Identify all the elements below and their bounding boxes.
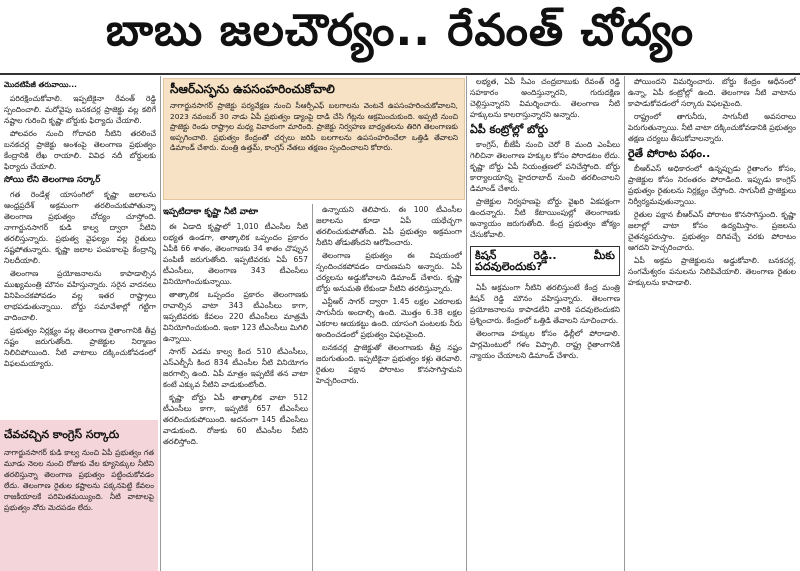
paragraph: తెలంగాణ హక్కుల కోసం ఢిల్లీలో పోరాడాలి. పార్లమెంటులో గళం విప్పాలి. రాష్ట్ర రైతాంగానికి న్యాయం చేయాలని డిమాండ్ చేశారు. bbox=[470, 329, 620, 360]
column-5 bbox=[628, 76, 796, 569]
column-divider bbox=[160, 76, 161, 571]
paragraph: సాగర్ ఎడమ కాల్వ కింద 510 టీఎంసీలు, ఎస్ఎల్బీసీ కింద 834 టీఎంసీల నీటి వినియోగం జరగాల్సి ఉంది. ఏపీ మాత్రం ఇప్పటికే తన వాటా కంటే ఎక్కువ నీటిని వాడుకుంటోంది. bbox=[163, 347, 308, 389]
paragraph: ఏపీ అక్రమంగా నీటిని తరలిస్తుంటే కేంద్ర మంత్రి కిషన్ రెడ్డి మౌనం వహిస్తున్నారు. తెలంగాణ ప్రయోజనాలను కాపాడలేని వారికి పదవులెందుకని ప్రశ్నించారు. కేంద్రంలో ఒత్తిడి తేవాలని సూచించారు. bbox=[470, 283, 620, 325]
column-divider bbox=[312, 204, 313, 571]
section-heading: ఏపీ కంట్రోల్లో బోర్డు bbox=[470, 123, 549, 136]
boxed-section-heading: కిషన్ రెడ్డి.. మీకు పదవులెందుకు? bbox=[470, 246, 620, 276]
subheading: ఇప్పటిదాకా కృష్ణా నీటి వాటా bbox=[163, 207, 259, 217]
paragraph: ప్రాజెక్టుల నిర్వహణపై బోర్డు వైఖరి ఏకపక్షంగా ఉందన్నారు. నీటి కేటాయింపుల్లో తెలంగాణకు అన్యాయం జరుగుతోంది. కేంద్ర ప్రభుత్వం జోక్యం చేసుకోవాలి. bbox=[470, 197, 620, 239]
highlight-box-body: నాగార్జునసాగర్ ప్రాజెక్టు పర్యవేక్షణ నుంచి సీఆర్పీఎఫ్ బలగాలను వెంటనే ఉపసంహరించుకోవాలని, 2023 నవంబర్ 30 నాడు ఏపీ ప్రభుత్వం డ్యాంపై దాడి చేసి గేట్లను ఆక్రమించుకుంది. అప్పటి నుంచి ప్రాజెక్టు రెండు రాష్ట్రాల మధ్య వివాదంగా మారింది. ప్రాజెక్టు నిర్వహణ బాధ్యతలను తిరిగి తెలంగాణకు అప్పగించాలి. ప్రభుత్వం కేంద్రంతో చర్చలు జరిపి బలగాలను ఉపసంహరించేలా ఒత్తిడి తేవాలని డిమాండ్ చేశారు. మంత్రి ఉత్తమ్, కాంగ్రెస్ నేతలు తక్షణం స్పందించాలని కోరారు. bbox=[170, 101, 458, 152]
column-3 bbox=[316, 204, 462, 569]
paragraph: రైతుల పక్షాన బీఆర్ఎస్ పోరాటం కొనసాగిస్తుంది. కృష్ణా జలాల్లో వాటా కోసం ఉద్యమిస్తాం. ప్రజలను చైతన్యపరుస్తాం. ప్రభుత్వం దిగివచ్చే వరకు పోరాటం ఆగదని హెచ్చరించారు. bbox=[628, 210, 796, 252]
paragraph: బనకచర్ల ప్రాజెక్టుతో తెలంగాణకు తీవ్ర నష్టం జరుగుతుంది. ఇప్పటికైనా ప్రభుత్వం కళ్లు తెరవాలి. రైతుల పక్షాన పోరాటం కొనసాగిస్తామని హెచ్చరించారు. bbox=[316, 343, 462, 385]
paragraph: బీఆర్ఎస్ అధికారంలో ఉన్నప్పుడు రైతాంగం కోసం, ప్రాజెక్టుల కోసం నిరంతరం పోరాడింది. ఇప్పుడు కాంగ్రెస్ ప్రభుత్వం రైతులను నిర్లక్ష్యం చేస్తోంది. సాగునీటి ప్రాజెక్టులు నిర్వీర్యమవుతున్నాయి. bbox=[628, 164, 796, 206]
headline: బాబు జలచౌర్యం.. రేవంత్ చోద్యం bbox=[105, 5, 695, 56]
paragraph: లభ్యత, ఏపీ సీఎం చంద్రబాబుకు రేవంత్ రెడ్డి సహకారం అందిస్తున్నారని, గురుదక్షిణ చెల్లిస్తున్నారని విమర్శించారు. తెలంగాణ నీటి హక్కులను కాలరాస్తున్నారని అన్నారు. bbox=[470, 77, 620, 119]
kicker: మొదటిపేజీ తరువాయి... bbox=[4, 80, 77, 89]
subheading: సోయి లేని తెలంగాణ సర్కార్ bbox=[4, 175, 101, 185]
paragraph: తెలంగాణ ప్రభుత్వం ఈ విషయంలో స్పందించకపోవడం దారుణమని అన్నారు. ఏపీ చర్యలను అడ్డుకోవాలని డిమాండ్ చేశారు. కృష్ణా బోర్డు అనుమతి లేకుండా నీటిని తరలిస్తున్నారు. bbox=[316, 251, 462, 293]
column-divider bbox=[624, 76, 625, 571]
paragraph: కృష్ణా బోర్డు ఏపీ తాత్కాలిక వాటా 512 టీఎంసీలు కాగా, ఇప్పటికే 657 టీఎంసీలు తరలించుకుపోయింది. అదనంగా 145 టీఎంసీలు వాడుకుంది. రోజుకు 60 టీఎంసీల నీటిని తరలిస్తోంది. bbox=[163, 393, 308, 446]
paragraph: ఈ ఏడాది కృష్ణాలో 1,010 టీఎంసీల నీటి లభ్యత ఉండగా, తాత్కాలిక ఒప్పందం ప్రకారం ఏపీకి 66 శాతం, తెలంగాణకు 34 శాతం చొప్పున పంపిణీ జరుగుతోంది. ఇప్పటివరకు ఏపీ 657 టీఎంసీలు, తెలంగాణ 343 టీఎంసీలు వినియోగించుకున్నాయి. bbox=[163, 222, 308, 286]
paragraph: ఎన్టీఆర్ సాగర్ ద్వారా 1.45 లక్షల ఎకరాలకు సాగునీరు అందాల్సి ఉంది. మొత్తం 6.38 లక్షల ఎకరాల ఆయకట్టు ఉంది. యాసంగి పంటలకు నీరు అందించడంలో ప్రభుత్వం విఫలమైంది. bbox=[316, 297, 462, 339]
paragraph: ప్రభుత్వం నిర్లక్ష్యం వల్ల తెలంగాణ రైతాంగానికి తీవ్ర నష్టం జరుగుతోంది. ప్రాజెక్టుల నిర్మాణం నిలిచిపోయింది. నీటి వాటాలు దక్కించుకోవడంలో విఫలమయ్యారు. bbox=[4, 326, 156, 368]
paragraph: ఉన్నాయని తెలిపారు. ఈ 100 టీఎంసీల జలాలను కూడా ఏపీ యథేచ్ఛగా తరలించుకుపోతోంది. ఏపీ ప్రభుత్వం అక్రమంగా నీటిని తోడుతోందని ఆరోపించారు. bbox=[316, 205, 462, 247]
headline-rule bbox=[0, 73, 800, 75]
paragraph: పోయిందని విమర్శించారు. బోర్డు కేంద్రం ఆధీనంలో ఉన్నా, ఏపీ కంట్రోల్లో ఉంది. తెలంగాణ నీటి వాటాను కాపాడుకోవడంలో సర్కారు విఫలమైంది. bbox=[628, 77, 796, 108]
column-4 bbox=[470, 76, 620, 569]
pink-box-body: నాగార్జునసాగర్ కుడి కాల్వ నుంచి ఏపీ ప్రభుత్వం గత మూడు నెలల నుంచి రోజుకు వేల క్యూసెక్కుల నీటిని తరలిస్తున్నా తెలంగాణ ప్రభుత్వం పట్టించుకోవడం లేదు. తెలంగాణ రైతుల కష్టాలను పక్కనపెట్టి కేవలం రాజకీయాలకే పరిమితమయ్యింది. నీటి వాటాలపై ప్రభుత్వం నోరు మెదపడం లేదు. bbox=[4, 448, 154, 512]
paragraph: తెలంగాణ ప్రయోజనాలను కాపాడాల్సిన ముఖ్యమంత్రి మౌనం వహిస్తున్నారు. సరైన వాదనలు వినిపించకపోవడం వల్ల ఇతర రాష్ట్రాలు లాభపడుతున్నాయి. బోర్డు సమావేశాల్లో గట్టిగా వాదించాలి. bbox=[4, 269, 156, 322]
highlight-box bbox=[163, 78, 465, 200]
paragraph: గత రెండేళ్ల యాసంగిలో కృష్ణా జలాలను ఆంధ్రప్రదేశ్ అక్రమంగా తరలించుకుపోతున్నా తెలంగాణ ప్రభుత్వం చోద్యం చూస్తోంది. నాగార్జునసాగర్ కుడి కాల్వ ద్వారా నీటిని తరలిస్తున్నారు. ప్రభుత్వ వైఫల్యం వల్ల రైతులు నష్టపోతున్నారు. కృష్ణా జలాల పంపకాలపై కేంద్రాన్ని నిలదీయాలి. bbox=[4, 190, 156, 265]
pink-box-title: చేవచచ్చిన కాంగ్రెస్ సర్కారు bbox=[4, 428, 120, 441]
highlight-box-title: సీఆర్ఎస్ఫను ఉపసంహరించుకోవాలి bbox=[170, 82, 335, 96]
paragraph: ఏపీ అక్రమ ప్రాజెక్టులను అడ్డుకోవాలి. బనకచర్ల, సంగమేశ్వరం పనులను నిలిపివేయాలి. తెలంగాణ రైతుల హక్కులను కాపాడాలి. bbox=[628, 256, 796, 287]
paragraph: తాత్కాలిక ఒప్పందం ప్రకారం తెలంగాణకు రావాల్సిన వాటా 343 టీఎంసీలు కాగా, ఇప్పటివరకు కేవలం 220 టీఎంసీలు మాత్రమే వినియోగించుకుంది. ఇంకా 123 టీఎంసీలు మిగిలి ఉన్నాయి. bbox=[163, 290, 308, 343]
section-heading: రైతే పోరాట పథం.. bbox=[628, 147, 711, 160]
column-divider bbox=[466, 76, 467, 571]
column-2 bbox=[163, 204, 308, 569]
paragraph: పోలవరం నుంచి గోదావరి నీటిని తరలించే బనకచర్ల ప్రాజెక్టు అంశంపై తెలంగాణ ప్రభుత్వం కేంద్రానికి లేఖ రాయాలి. వివిధ నదీ బోర్డులకు ఫిర్యాదు చేయాలి. bbox=[4, 129, 156, 171]
paragraph: పరిరక్షించుకోవాలి. ఇప్పటికైనా రేవంత్ రెడ్డి స్పందించాలి. మరోవైపు బనకచర్ల ప్రాజెక్టు వల్ల కలిగే నష్టాల గురించి కృష్ణా బోర్డుకు ఫిర్యాదు చేయాలి. bbox=[4, 94, 156, 125]
paragraph: రాష్ట్రంలో తాగునీరు, సాగునీటి అవసరాలు పెరుగుతున్నాయి. నీటి వాటా దక్కించుకోవడానికి ప్రభుత్వం తక్షణ చర్యలు తీసుకోవాలన్నారు. bbox=[628, 112, 796, 143]
pink-sidebar-box bbox=[0, 420, 158, 571]
column-1 bbox=[4, 76, 156, 418]
paragraph: కాంగ్రెస్, బీజేపీ నుంచి చెరో 8 మంది ఎంపీలు గెలిచినా తెలంగాణ హక్కుల కోసం పోరాడటం లేదు. కృష్ణా బోర్డు ఏపీ నియంత్రణలో పనిచేస్తోంది. బోర్డు కార్యాలయాన్ని హైదరాబాద్ నుంచి తరలించాలని డిమాండ్ చేశారు. bbox=[470, 140, 620, 193]
